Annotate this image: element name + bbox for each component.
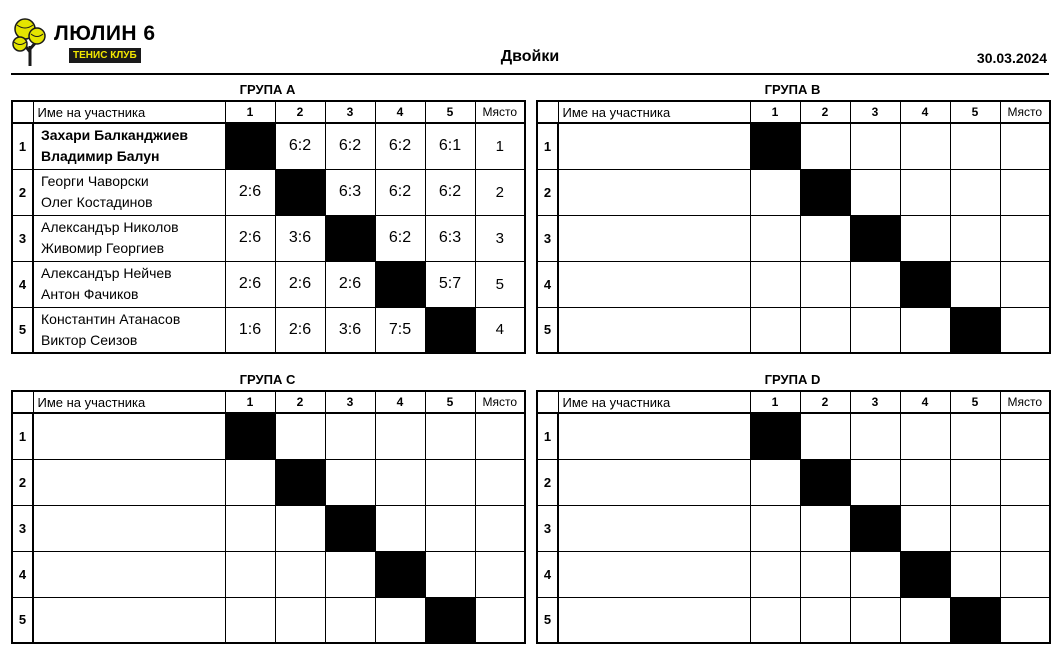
score-cell — [425, 551, 475, 597]
table-row — [537, 261, 1050, 307]
score-cell — [425, 413, 475, 459]
score-cell — [800, 505, 850, 551]
blocked-cell — [800, 459, 850, 505]
column-header-place: Място — [1000, 101, 1050, 123]
table-row — [12, 123, 525, 169]
player-name-1: Георги Чаворски — [41, 173, 149, 189]
row-number: 4 — [537, 551, 558, 597]
score-cell: 7:5 — [375, 307, 425, 353]
score-cell — [900, 505, 950, 551]
place-cell — [475, 551, 525, 597]
round-robin-table — [11, 100, 526, 354]
score-cell — [800, 215, 850, 261]
group-a — [11, 80, 524, 354]
score-cell — [425, 505, 475, 551]
score-cell — [950, 261, 1000, 307]
header-corner — [12, 391, 33, 413]
score-cell — [225, 597, 275, 643]
column-header-name: Име на участника — [33, 101, 225, 123]
player-name-1: Александър Николов — [41, 219, 179, 235]
score-cell — [850, 597, 900, 643]
place-cell — [1000, 215, 1050, 261]
score-cell — [325, 459, 375, 505]
score-cell: 1:6 — [225, 307, 275, 353]
player-name-1: Захари Балканджиев — [41, 127, 188, 144]
group-d — [536, 370, 1049, 644]
place-cell — [475, 413, 525, 459]
score-cell — [900, 215, 950, 261]
page-header — [0, 0, 1060, 80]
team-cell — [558, 307, 750, 353]
score-cell: 3:6 — [325, 307, 375, 353]
score-cell: 2:6 — [275, 261, 325, 307]
place-cell: 3 — [475, 215, 525, 261]
score-cell — [950, 505, 1000, 551]
column-header-5: 5 — [950, 101, 1000, 123]
header-corner — [12, 101, 33, 123]
table-header-row — [537, 391, 1050, 413]
team-cell — [33, 413, 225, 459]
row-number: 3 — [537, 215, 558, 261]
score-cell — [800, 413, 850, 459]
blocked-cell — [850, 505, 900, 551]
score-cell: 2:6 — [225, 215, 275, 261]
blocked-cell — [750, 123, 800, 169]
score-cell: 6:2 — [375, 215, 425, 261]
column-header-5: 5 — [425, 101, 475, 123]
score-cell — [750, 597, 800, 643]
team-cell — [558, 261, 750, 307]
column-header-3: 3 — [325, 101, 375, 123]
row-number: 1 — [12, 413, 33, 459]
column-header-2: 2 — [275, 391, 325, 413]
blocked-cell — [950, 597, 1000, 643]
place-cell — [1000, 307, 1050, 353]
column-header-2: 2 — [275, 101, 325, 123]
score-cell — [800, 123, 850, 169]
blocked-cell — [950, 307, 1000, 353]
place-cell — [475, 597, 525, 643]
column-header-place: Място — [475, 101, 525, 123]
score-cell — [225, 459, 275, 505]
table-header-row — [537, 101, 1050, 123]
row-number: 5 — [537, 307, 558, 353]
row-number: 5 — [537, 597, 558, 643]
table-row — [12, 551, 525, 597]
blocked-cell — [375, 261, 425, 307]
place-cell — [1000, 413, 1050, 459]
round-robin-table — [11, 390, 526, 644]
column-header-2: 2 — [800, 391, 850, 413]
page-title: Двойки — [500, 48, 560, 65]
team-cell — [33, 307, 225, 353]
team-cell — [33, 169, 225, 215]
player-name-2: Живомир Георгиев — [41, 240, 165, 256]
team-cell — [558, 169, 750, 215]
score-cell — [425, 459, 475, 505]
blocked-cell — [325, 215, 375, 261]
group-title: ГРУПА A — [239, 82, 296, 97]
score-cell: 5:7 — [425, 261, 475, 307]
row-number: 1 — [537, 413, 558, 459]
table-row — [12, 459, 525, 505]
score-cell — [375, 505, 425, 551]
row-number: 4 — [12, 261, 33, 307]
score-cell — [900, 459, 950, 505]
score-cell: 2:6 — [325, 261, 375, 307]
group-title: ГРУПА C — [239, 372, 296, 387]
score-cell — [225, 551, 275, 597]
column-header-name: Име на участника — [558, 101, 750, 123]
place-cell — [1000, 551, 1050, 597]
team-cell — [33, 551, 225, 597]
tennis-tree-icon — [12, 16, 52, 68]
score-cell — [950, 413, 1000, 459]
group-b — [536, 80, 1049, 354]
team-cell — [558, 413, 750, 459]
column-header-4: 4 — [375, 101, 425, 123]
column-header-3: 3 — [850, 101, 900, 123]
team-cell — [33, 459, 225, 505]
score-cell: 6:2 — [375, 169, 425, 215]
row-number: 5 — [12, 597, 33, 643]
player-name-2: Виктор Сеизов — [41, 331, 138, 348]
blocked-cell — [900, 261, 950, 307]
score-cell — [800, 261, 850, 307]
score-cell — [750, 215, 800, 261]
group-title: ГРУПА B — [764, 82, 821, 97]
score-cell — [900, 123, 950, 169]
table-row — [12, 169, 525, 215]
score-cell — [750, 551, 800, 597]
row-number: 3 — [537, 505, 558, 551]
club-logo — [12, 16, 162, 68]
place-cell — [1000, 505, 1050, 551]
score-cell — [850, 169, 900, 215]
score-cell — [375, 459, 425, 505]
row-number: 2 — [537, 459, 558, 505]
team-cell — [33, 261, 225, 307]
round-robin-table — [536, 390, 1051, 644]
table-row — [537, 169, 1050, 215]
table-row — [12, 505, 525, 551]
table-row — [12, 597, 525, 643]
blocked-cell — [900, 551, 950, 597]
team-cell — [33, 505, 225, 551]
score-cell — [850, 307, 900, 353]
table-row — [537, 123, 1050, 169]
club-name: ЛЮЛИН 6 — [54, 22, 156, 45]
place-cell — [475, 505, 525, 551]
column-header-place: Място — [475, 391, 525, 413]
score-cell — [850, 413, 900, 459]
column-header-name: Име на участника — [33, 391, 225, 413]
place-cell: 1 — [475, 123, 525, 169]
column-header-4: 4 — [900, 101, 950, 123]
column-header-4: 4 — [375, 391, 425, 413]
group-c — [11, 370, 524, 644]
score-cell — [950, 551, 1000, 597]
place-cell — [475, 459, 525, 505]
row-number: 1 — [12, 123, 33, 169]
score-cell — [900, 307, 950, 353]
blocked-cell — [425, 307, 475, 353]
blocked-cell — [275, 459, 325, 505]
team-cell — [558, 123, 750, 169]
team-cell — [33, 597, 225, 643]
score-cell — [950, 459, 1000, 505]
score-cell: 6:2 — [325, 123, 375, 169]
row-number: 3 — [12, 215, 33, 261]
column-header-1: 1 — [225, 101, 275, 123]
score-cell: 6:1 — [425, 123, 475, 169]
score-cell — [275, 551, 325, 597]
score-cell: 2:6 — [225, 261, 275, 307]
place-cell — [1000, 261, 1050, 307]
player-name-2: Антон Фачиков — [41, 286, 139, 302]
column-header-1: 1 — [750, 391, 800, 413]
column-header-4: 4 — [900, 391, 950, 413]
row-number: 2 — [12, 459, 33, 505]
blocked-cell — [325, 505, 375, 551]
place-cell — [1000, 123, 1050, 169]
score-cell — [850, 551, 900, 597]
score-cell: 2:6 — [275, 307, 325, 353]
score-cell — [950, 215, 1000, 261]
blocked-cell — [375, 551, 425, 597]
table-row — [537, 215, 1050, 261]
score-cell — [850, 261, 900, 307]
table-row — [537, 551, 1050, 597]
score-cell — [850, 123, 900, 169]
round-robin-table — [536, 100, 1051, 354]
team-cell — [558, 551, 750, 597]
score-cell: 6:2 — [375, 123, 425, 169]
score-cell — [275, 413, 325, 459]
table-row — [537, 505, 1050, 551]
score-cell — [800, 307, 850, 353]
score-cell — [900, 597, 950, 643]
table-row — [12, 261, 525, 307]
row-number: 4 — [537, 261, 558, 307]
blocked-cell — [225, 413, 275, 459]
team-cell — [33, 123, 225, 169]
score-cell — [750, 261, 800, 307]
table-row — [12, 307, 525, 353]
header-corner — [537, 391, 558, 413]
header-corner — [537, 101, 558, 123]
blocked-cell — [275, 169, 325, 215]
row-number: 2 — [537, 169, 558, 215]
score-cell: 6:3 — [325, 169, 375, 215]
score-cell — [950, 123, 1000, 169]
column-header-1: 1 — [750, 101, 800, 123]
team-cell — [558, 215, 750, 261]
player-name-2: Олег Костадинов — [41, 194, 153, 210]
place-cell — [1000, 169, 1050, 215]
score-cell — [750, 169, 800, 215]
row-number: 1 — [537, 123, 558, 169]
header-divider — [11, 73, 1049, 75]
score-cell: 6:2 — [425, 169, 475, 215]
team-cell — [558, 505, 750, 551]
event-date: 30.03.2024 — [976, 50, 1047, 66]
score-cell — [325, 551, 375, 597]
club-subtitle: ТЕНИС КЛУБ — [69, 48, 141, 63]
table-header-row — [12, 391, 525, 413]
score-cell — [275, 505, 325, 551]
column-header-3: 3 — [850, 391, 900, 413]
score-cell — [800, 597, 850, 643]
score-cell — [750, 307, 800, 353]
score-cell — [375, 413, 425, 459]
team-cell — [33, 215, 225, 261]
place-cell: 2 — [475, 169, 525, 215]
score-cell — [900, 413, 950, 459]
row-number: 5 — [12, 307, 33, 353]
column-header-2: 2 — [800, 101, 850, 123]
blocked-cell — [800, 169, 850, 215]
team-cell — [558, 597, 750, 643]
score-cell: 6:2 — [275, 123, 325, 169]
score-cell — [850, 459, 900, 505]
score-cell — [275, 597, 325, 643]
place-cell — [1000, 597, 1050, 643]
score-cell — [225, 505, 275, 551]
table-row — [537, 413, 1050, 459]
blocked-cell — [225, 123, 275, 169]
score-cell — [800, 551, 850, 597]
column-header-place: Място — [1000, 391, 1050, 413]
table-row — [537, 307, 1050, 353]
column-header-5: 5 — [950, 391, 1000, 413]
score-cell: 2:6 — [225, 169, 275, 215]
column-header-1: 1 — [225, 391, 275, 413]
place-cell: 4 — [475, 307, 525, 353]
row-number: 3 — [12, 505, 33, 551]
team-cell — [558, 459, 750, 505]
blocked-cell — [750, 413, 800, 459]
score-cell — [375, 597, 425, 643]
table-row — [12, 215, 525, 261]
table-header-row — [12, 101, 525, 123]
column-header-5: 5 — [425, 391, 475, 413]
blocked-cell — [850, 215, 900, 261]
score-cell: 6:3 — [425, 215, 475, 261]
score-cell — [325, 413, 375, 459]
place-cell — [1000, 459, 1050, 505]
row-number: 2 — [12, 169, 33, 215]
group-title: ГРУПА D — [764, 372, 821, 387]
player-name-1: Константин Атанасов — [41, 310, 181, 327]
table-row — [537, 597, 1050, 643]
score-cell — [325, 597, 375, 643]
blocked-cell — [425, 597, 475, 643]
table-row — [12, 413, 525, 459]
score-cell — [900, 169, 950, 215]
score-cell: 3:6 — [275, 215, 325, 261]
score-cell — [950, 169, 1000, 215]
player-name-1: Александър Нейчев — [41, 265, 172, 281]
score-cell — [750, 505, 800, 551]
place-cell: 5 — [475, 261, 525, 307]
player-name-2: Владимир Балун — [41, 148, 160, 165]
column-header-name: Име на участника — [558, 391, 750, 413]
score-cell — [750, 459, 800, 505]
table-row — [537, 459, 1050, 505]
row-number: 4 — [12, 551, 33, 597]
column-header-3: 3 — [325, 391, 375, 413]
